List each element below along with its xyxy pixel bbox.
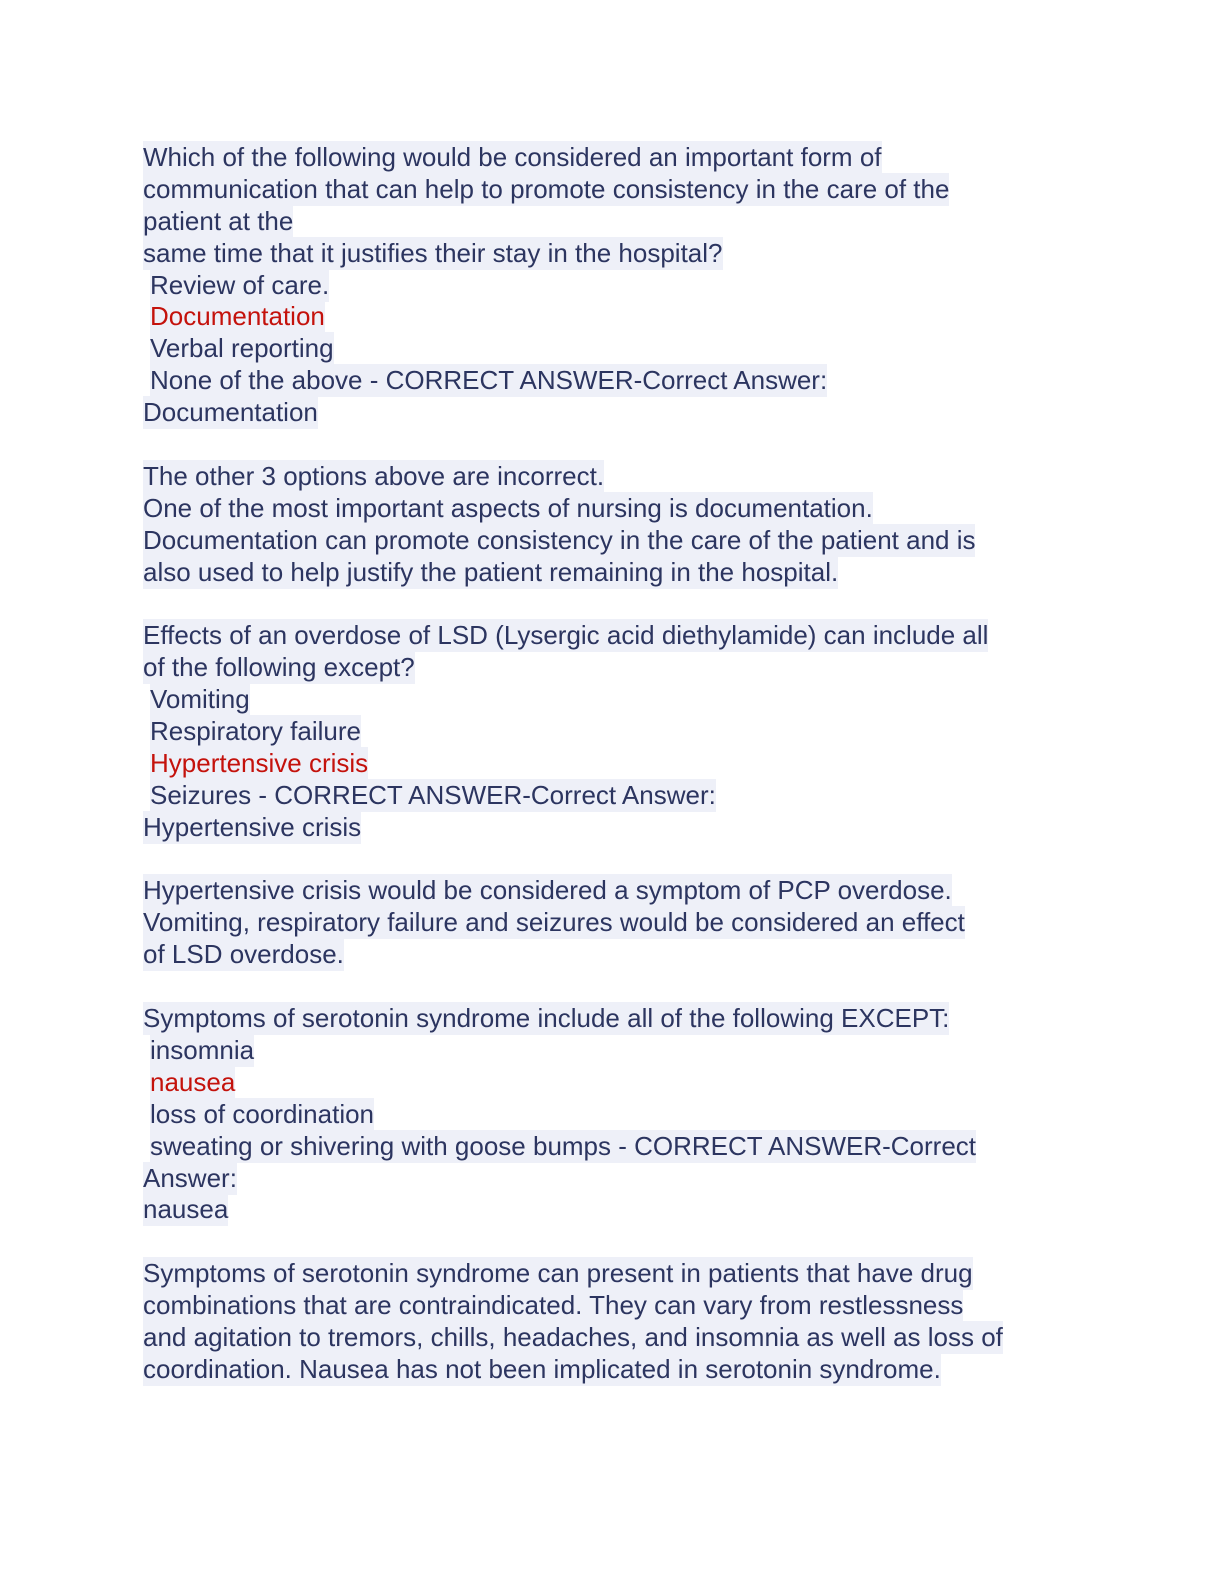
answer-option-correct: nausea — [150, 1066, 236, 1097]
explanation-line: Documentation can promote consistency in the care of the patient and is — [143, 524, 976, 555]
question-block-1 — [143, 142, 1083, 588]
correct-answer-value: Hypertensive crisis — [143, 811, 362, 842]
answer-label: Answer: — [143, 1162, 237, 1193]
answer-option-correct: Hypertensive crisis — [150, 747, 369, 778]
explanation-line: of LSD overdose. — [143, 939, 344, 970]
explanation-line: coordination. Nausea has not been implicated in serotonin syndrome. — [143, 1353, 941, 1384]
correct-answer-value: nausea — [143, 1194, 229, 1225]
answer-option: Seizures - CORRECT ANSWER-Correct Answer: — [150, 779, 716, 810]
question-text-line: communication that can help to promote consistency in the care of the — [143, 173, 950, 204]
explanation-line: Hypertensive crisis would be considered a symptom of PCP overdose. — [143, 875, 952, 906]
answer-option: Review of care. — [150, 269, 330, 300]
answer-option-correct: Documentation — [150, 301, 325, 332]
question-text-line: Symptoms of serotonin syndrome include all of the following EXCEPT: — [143, 1003, 950, 1034]
answer-option: loss of coordination — [150, 1098, 375, 1129]
explanation-line: Symptoms of serotonin syndrome can present in patients that have drug — [143, 1258, 973, 1289]
explanation-line: One of the most important aspects of nursing is documentation. — [143, 492, 873, 523]
explanation-line: and agitation to tremors, chills, headaches, and insomnia as well as loss of — [143, 1321, 1003, 1352]
answer-option: None of the above - CORRECT ANSWER-Correct Answer: — [150, 365, 828, 396]
question-text-line: same time that it justifies their stay in the hospital? — [143, 237, 723, 268]
blank-line — [143, 429, 1083, 461]
explanation-line: The other 3 options above are incorrect. — [143, 460, 605, 491]
blank-line — [143, 1226, 1083, 1258]
blank-line — [143, 844, 1083, 876]
question-text-line: patient at the — [143, 205, 294, 236]
question-text-line: Which of the following would be considered an important form of — [143, 142, 882, 172]
document-page — [143, 142, 1083, 1386]
explanation-line: also used to help justify the patient remaining in the hospital. — [143, 556, 839, 587]
blank-line — [143, 588, 1083, 620]
question-block-2 — [143, 620, 1083, 971]
answer-option: insomnia — [150, 1034, 255, 1065]
answer-option: Respiratory failure — [150, 716, 361, 747]
explanation-line: combinations that are contraindicated. They can vary from restlessness — [143, 1290, 964, 1321]
question-text-line: of the following except? — [143, 652, 415, 683]
blank-line — [143, 971, 1083, 1003]
question-text-line: Effects of an overdose of LSD (Lysergic acid diethylamide) can include all — [143, 620, 989, 651]
answer-option: Verbal reporting — [150, 333, 334, 364]
explanation-line: Vomiting, respiratory failure and seizures would be considered an effect — [143, 907, 965, 938]
answer-option: Vomiting — [150, 684, 250, 715]
answer-option: sweating or shivering with goose bumps - CORRECT ANSWER-Correct — [150, 1130, 977, 1161]
correct-answer-value: Documentation — [143, 397, 318, 428]
question-block-3 — [143, 1003, 1083, 1386]
